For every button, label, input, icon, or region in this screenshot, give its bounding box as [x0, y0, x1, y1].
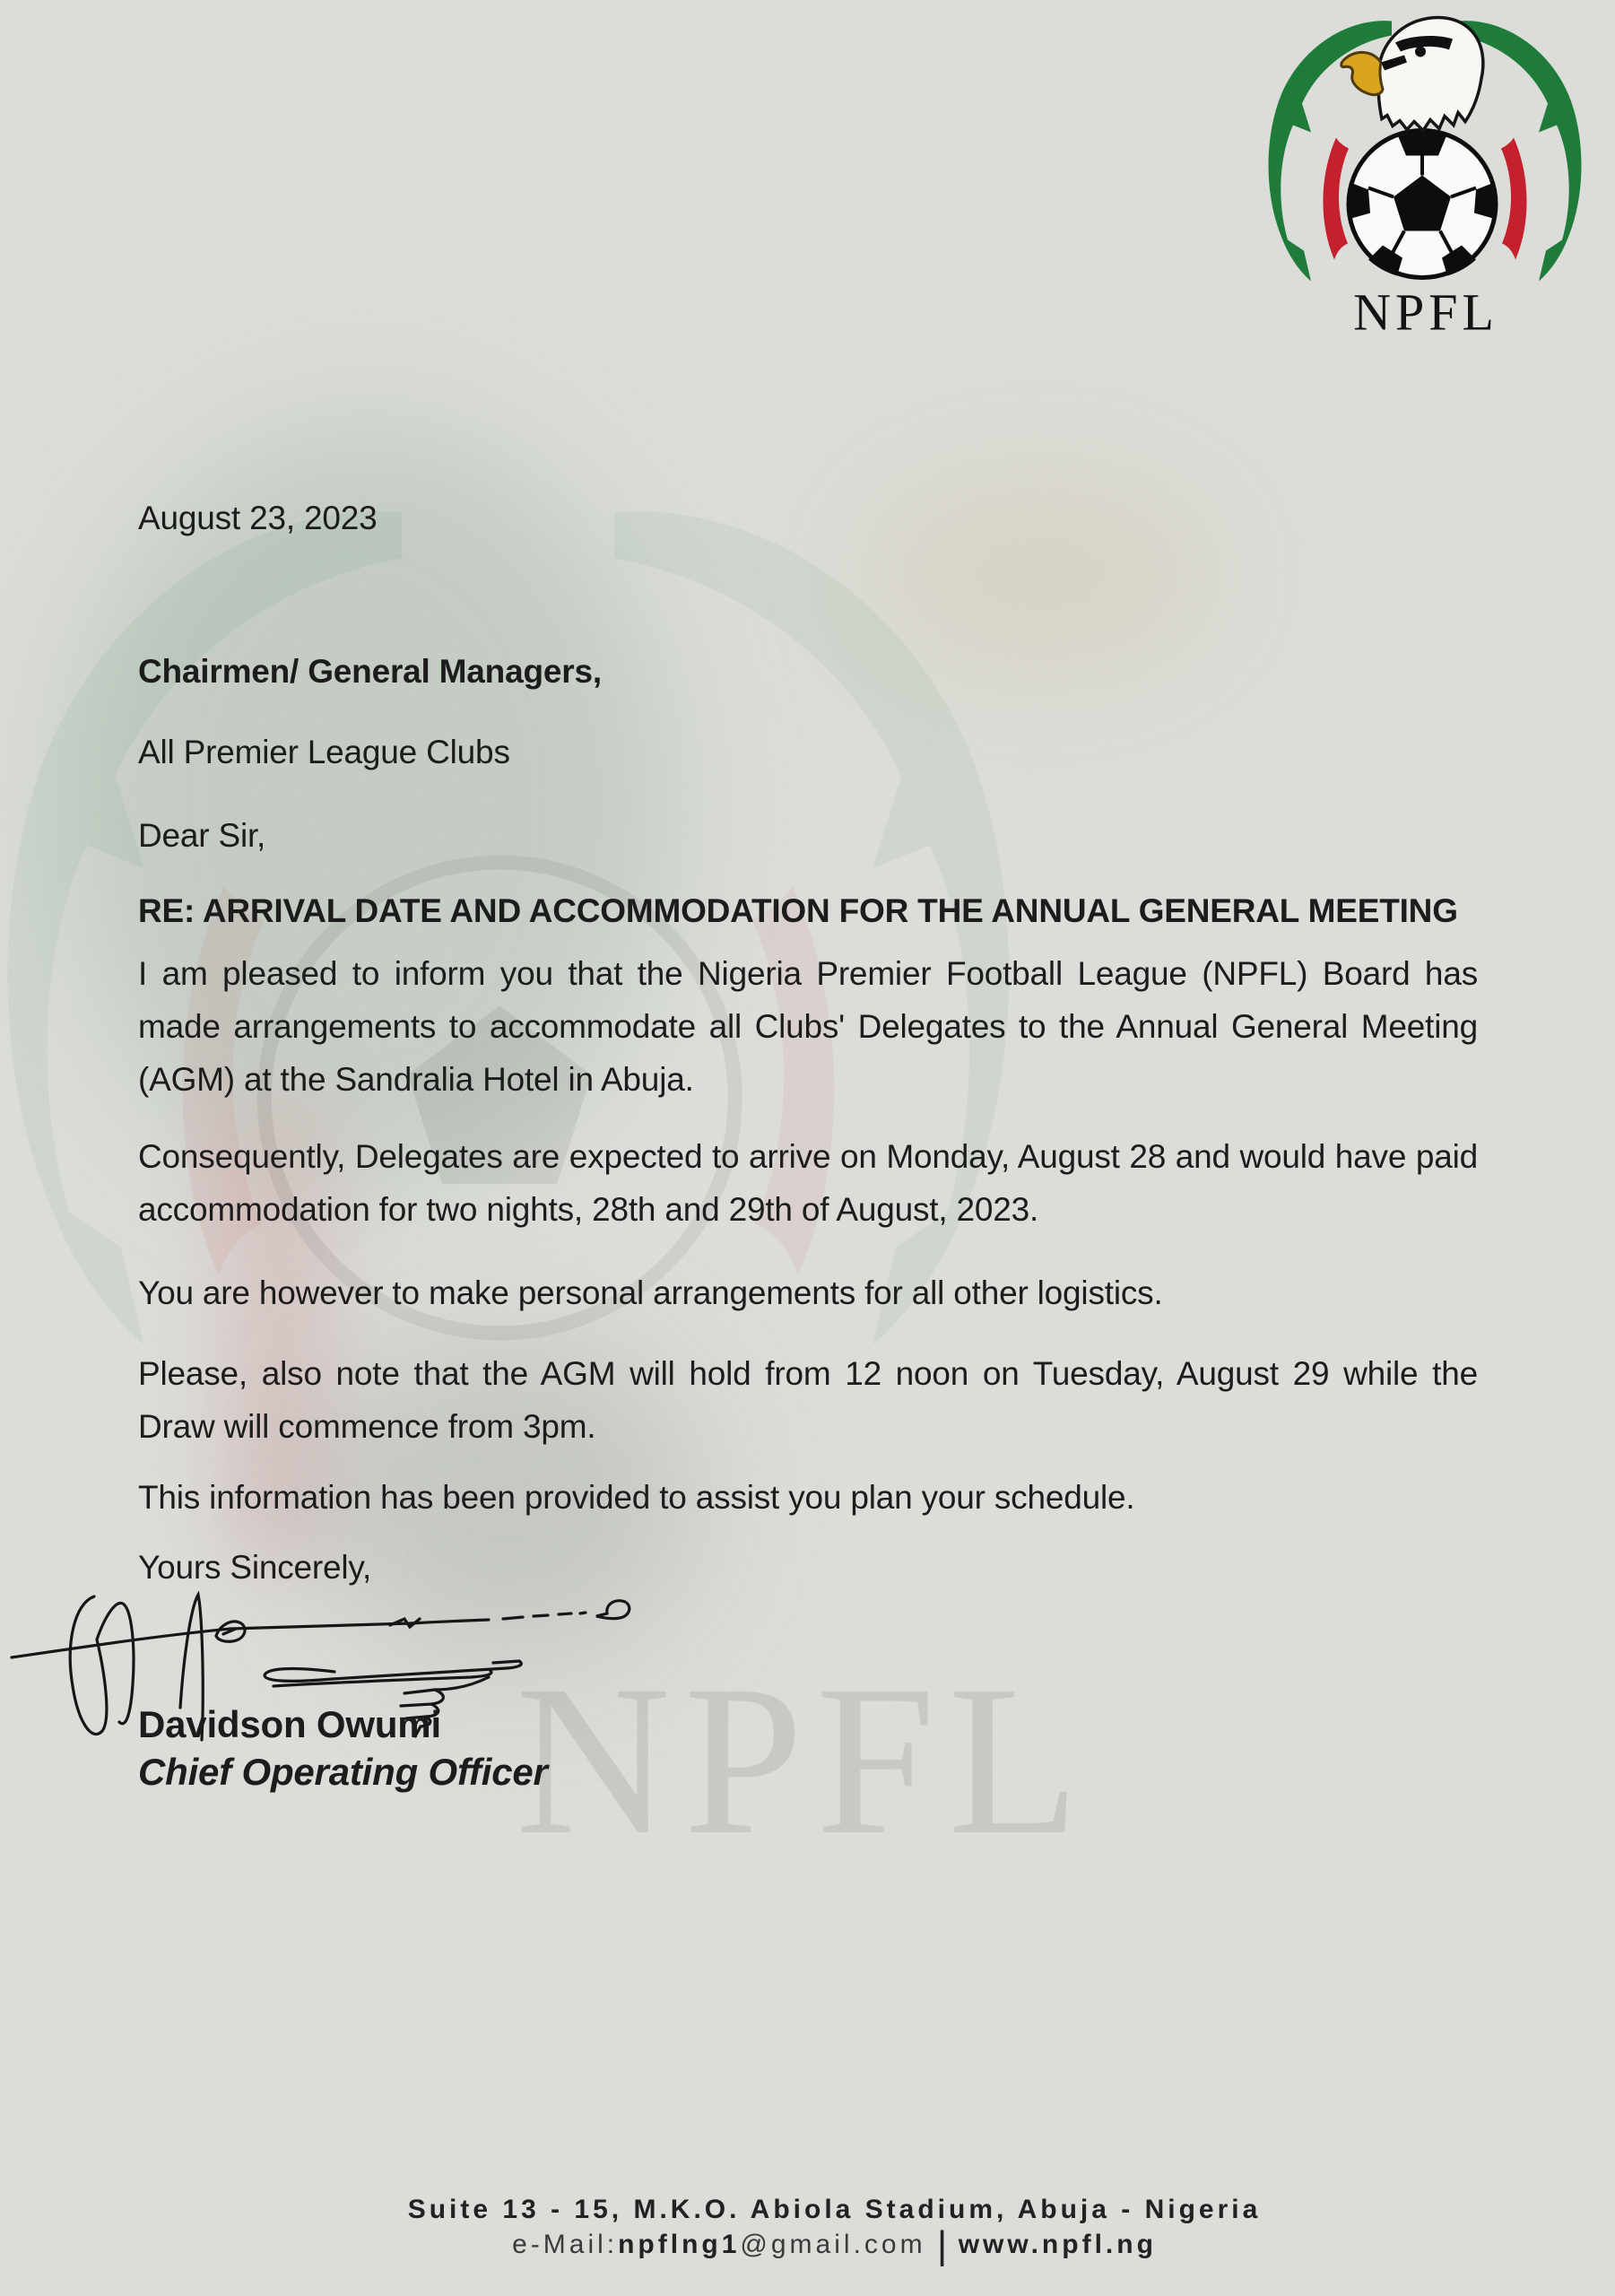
email-domain: @gmail.com [740, 2230, 926, 2259]
npfl-crest-logo [1246, 5, 1605, 342]
footer-address: Suite 13 - 15, M.K.O. Abiola Stadium, Abuja - Nigeria [407, 2195, 1262, 2224]
email-user: npflng1 [618, 2230, 741, 2259]
npfl-text-watermark: NPFL [516, 1640, 1092, 1879]
logo-wordmark: NPFL [1353, 283, 1498, 342]
recipient-line-1: Chairmen/ General Managers, [138, 653, 602, 690]
paragraph-1: I am pleased to inform you that the Nigeria Premier Football League (NPFL) Board has made arrangements to accommodate all Clubs' Delegates to the Annual General Meeting (AGM) at the Sandralia Hotel in Abuja. [138, 955, 1478, 1098]
salutation: Dear Sir, [138, 817, 266, 854]
footer-separator: | [936, 2223, 948, 2267]
closing: Yours Sincerely, [138, 1549, 372, 1586]
paragraph-4: Please, also note that the AGM will hold from 12 noon on Tuesday, August 29 while the Draw will commence from 3pm. [138, 1355, 1478, 1445]
letterhead-footer [0, 2192, 1615, 2267]
email-label: e-Mail: [512, 2230, 619, 2259]
website-text: www.npfl.ng [958, 2230, 1157, 2259]
soccer-ball-icon [1349, 131, 1496, 278]
letter-date: August 23, 2023 [138, 500, 378, 536]
recipient-line-2: All Premier League Clubs [138, 734, 510, 770]
paragraph-3: You are however to make personal arrangements for all other logistics. [138, 1274, 1163, 1311]
paragraph-5: This information has been provided to assist you plan your schedule. [138, 1479, 1135, 1516]
subject-line: RE: ARRIVAL DATE AND ACCOMMODATION FOR THE ANNUAL GENERAL MEETING [138, 892, 1458, 929]
signer-name: Davidson Owumi [138, 1703, 441, 1745]
footer-contacts [54, 2223, 1615, 2267]
paragraph-2: Consequently, Delegates are expected to arrive on Monday, August 28 and would have paid accommodation for two nights, 28th and 29th of August, 2023. [138, 1138, 1478, 1228]
signer-title: Chief Operating Officer [138, 1751, 548, 1793]
